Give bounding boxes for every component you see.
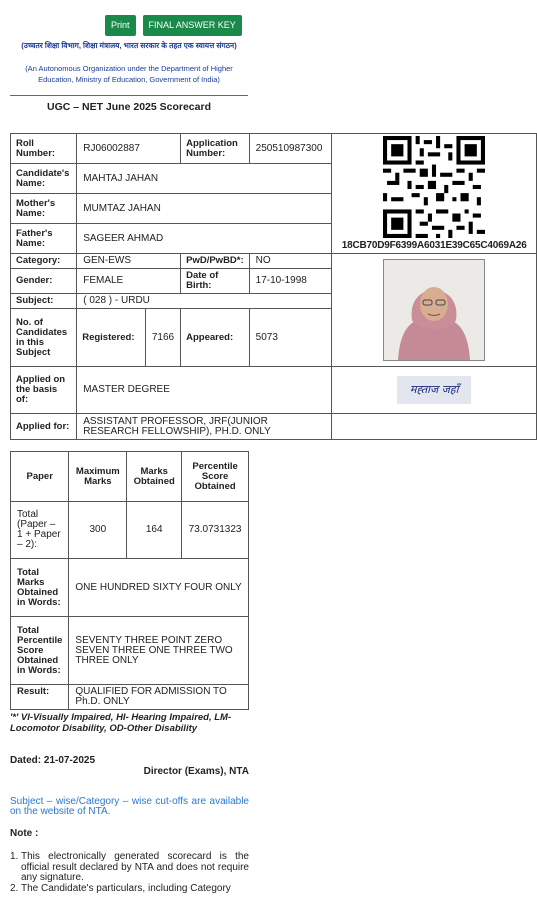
- col-percentile-header: Percentile Score Obtained: [182, 452, 249, 502]
- mother-label: Mother's Name:: [11, 194, 77, 224]
- appeared-value: 5073: [249, 309, 332, 367]
- mother-value: MUMTAZ JAHAN: [77, 194, 332, 224]
- note-heading: Note :: [10, 828, 39, 839]
- applied-for-label: Applied for:: [11, 414, 77, 440]
- subject-value: ( 028 ) - URDU: [77, 294, 332, 309]
- qr-code-text: 18CB70D9F6399A6031E39C65C4069A26: [341, 240, 527, 251]
- roll-value: RJ06002887: [77, 134, 181, 164]
- final-answer-key-button[interactable]: FINAL ANSWER KEY: [143, 15, 242, 36]
- num-candidates-label: No. of Candidates in this Subject: [11, 309, 77, 367]
- candidate-details-table: [10, 133, 537, 440]
- pwd-label: PwD/PwBD*:: [181, 254, 250, 269]
- score-table: [10, 451, 249, 710]
- gender-label: Gender:: [11, 269, 77, 294]
- category-value: GEN-EWS: [77, 254, 181, 269]
- qr-cell: [332, 134, 537, 254]
- dated: Dated: 21-07-2025: [10, 755, 96, 766]
- signature-image: [397, 376, 471, 404]
- application-label: Application Number:: [181, 134, 250, 164]
- note-1-text: This electronically generated scorecard is the official result declared by NTA and does not require any signature.: [21, 851, 249, 883]
- scorecard-title: UGC – NET June 2025 Scorecard: [47, 101, 211, 113]
- application-value: 250510987300: [249, 134, 332, 164]
- name-value: MAHTAJ JAHAN: [77, 164, 332, 194]
- col-obtained-header: Marks Obtained: [127, 452, 182, 502]
- basis-value: MASTER DEGREE: [77, 367, 332, 414]
- dob-value: 17-10-1998: [249, 269, 332, 294]
- result-value: QUALIFIED FOR ADMISSION TO Ph.D. ONLY: [69, 685, 249, 710]
- qr-code-icon: [383, 136, 485, 238]
- total-label: Total (Paper – 1 + Paper – 2):: [11, 502, 69, 559]
- disability-footnote: '*' VI-Visually Impaired, HI- Hearing Impaired, LM-Locomotor Disability, OD-Other Disability: [10, 712, 232, 734]
- percentile-words-label: Total Percentile Score Obtained in Words:: [11, 617, 69, 685]
- col-paper-header: Paper: [11, 452, 69, 502]
- note-item: 1. This electronically generated scorecard is the official result declared by NTA and does not require any signature.: [10, 851, 249, 883]
- dob-label: Date of Birth:: [181, 269, 250, 294]
- empty-cell: [332, 414, 537, 440]
- applied-for-value: ASSISTANT PROFESSOR, JRF(JUNIOR RESEARCH FELLOWSHIP), PH.D. ONLY: [77, 414, 332, 440]
- category-label: Category:: [11, 254, 77, 269]
- signature-cell: [332, 367, 537, 414]
- pwd-value: NO: [249, 254, 332, 269]
- photo-cell: [332, 254, 537, 367]
- marks-words: ONE HUNDRED SIXTY FOUR ONLY: [69, 559, 249, 617]
- registered-value: 7166: [145, 309, 180, 367]
- marks-obtained: 164: [127, 502, 182, 559]
- percentile: 73.0731323: [182, 502, 249, 559]
- header-divider: [10, 95, 248, 96]
- note-2-text: The Candidate's particulars, including Category: [21, 882, 231, 894]
- col-max-header: Maximum Marks: [69, 452, 127, 502]
- registered-label: Registered:: [77, 309, 146, 367]
- subject-label: Subject:: [11, 294, 77, 309]
- notes-list: [10, 852, 249, 894]
- father-value: SAGEER AHMAD: [77, 224, 332, 254]
- director-sign: Director (Exams), NTA: [143, 766, 249, 777]
- print-button[interactable]: Print: [105, 15, 136, 36]
- hindi-org-line: (उच्चतर शिक्षा विभाग, शिक्षा मंत्रालय, भारत सरकार के तहत एक स्वायत्त संगठन): [21, 41, 237, 50]
- english-org-line: (An Autonomous Organization under the Department of Higher Education, Ministry of Education, Government of India): [25, 64, 233, 84]
- appeared-label: Appeared:: [181, 309, 250, 367]
- gender-value: FEMALE: [77, 269, 181, 294]
- signature-text: मह्ताज जहाँ: [409, 383, 459, 396]
- max-marks: 300: [69, 502, 127, 559]
- note-item: 2. The Candidate's particulars, including Category: [10, 882, 231, 894]
- marks-words-label: Total Marks Obtained in Words:: [11, 559, 69, 617]
- name-label: Candidate's Name:: [11, 164, 77, 194]
- percentile-words: SEVENTY THREE POINT ZERO SEVEN THREE ONE THREE TWO THREE ONLY: [69, 617, 249, 685]
- roll-label: Roll Number:: [11, 134, 77, 164]
- father-label: Father's Name:: [11, 224, 77, 254]
- toolbar: [105, 15, 242, 36]
- result-label: Result:: [11, 685, 69, 710]
- cutoff-link[interactable]: Subject – wise/Category – wise cut-offs are available on the website of NTA.: [10, 796, 249, 817]
- basis-label: Applied on the basis of:: [11, 367, 77, 414]
- candidate-photo: [383, 259, 485, 361]
